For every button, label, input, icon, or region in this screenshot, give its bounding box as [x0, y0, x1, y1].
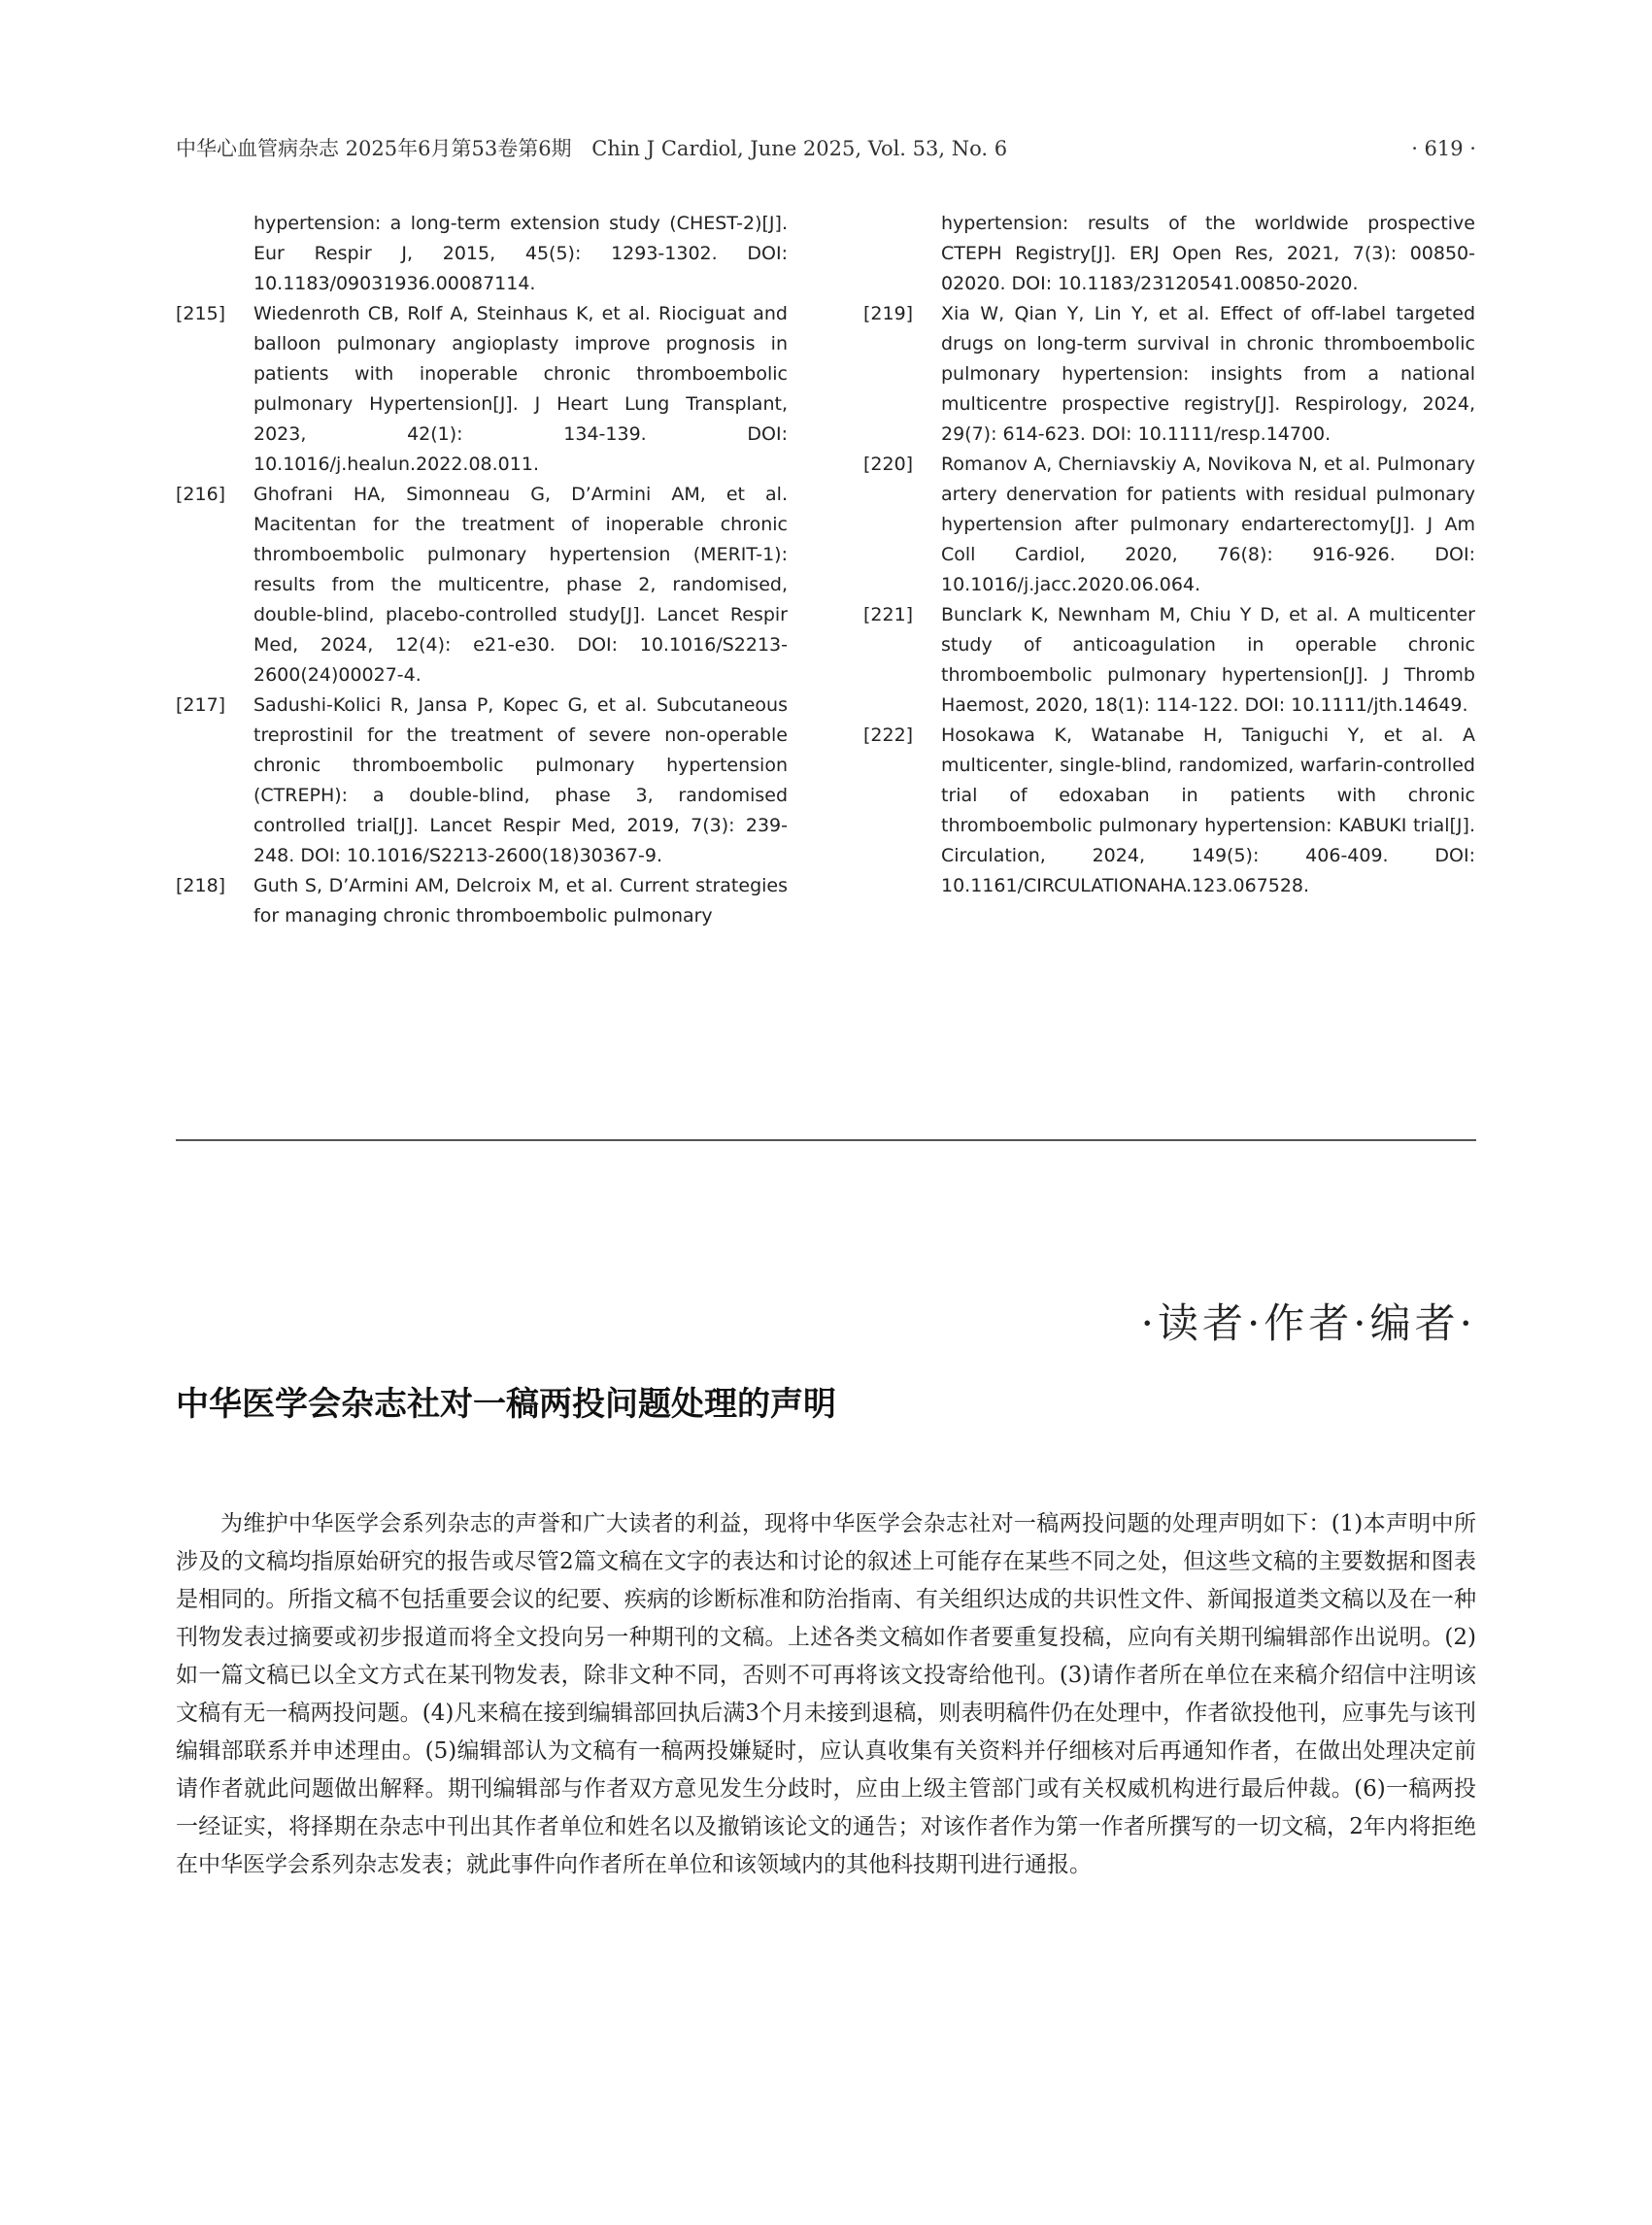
section-divider — [176, 1139, 1476, 1141]
reference-number: [220] — [863, 454, 914, 475]
journal-title-en: Chin J Cardiol, June 2025, Vol. 53, No. 6 — [591, 137, 1008, 160]
section-label: ·读者·作者·编者· — [1140, 1299, 1476, 1347]
reference-number: [222] — [863, 725, 914, 746]
reference-item — [176, 871, 788, 931]
reference-text: Guth S, D’Armini AM, Delcroix M, et al. Current strategies for managing chronic thromboembolic pulmonary — [253, 875, 788, 927]
reference-number: [217] — [176, 694, 226, 716]
reference-item — [863, 600, 1475, 721]
running-head — [176, 134, 1476, 163]
reference-text: Bunclark K, Newnham M, Chiu Y D, et al. A multicenter study of anticoagulation in operable chronic thromboembolic pulmonary hypertension[J]. J Thromb Haemost, 2020, 18(1): 114-122. DOI: 10.1111/jth.14649. — [941, 604, 1475, 716]
page-number: · 619 · — [1411, 137, 1476, 160]
reference-item — [863, 721, 1475, 901]
journal-title-cn: 中华心血管病杂志 2025年6月第53卷第6期 — [176, 137, 572, 160]
reference-item — [863, 299, 1475, 450]
reference-number: [221] — [863, 604, 914, 625]
reference-text: Romanov A, Cherniavskiy A, Novikova N, et al. Pulmonary artery denervation for patients with residual pulmonary hypertension after pulmonary endarterectomy[J]. J Am Coll Cardiol, 2020, 76(8): 916-926. DOI: 10.1016/j.jacc.2020.06.064. — [941, 454, 1475, 595]
references-left-column — [176, 209, 788, 931]
reference-text: Xia W, Qian Y, Lin Y, et al. Effect of off-label targeted drugs on long-term survival in chronic thromboembolic pulmonary hypertension: insights from a national multicentre prospective registry[J]. Respirology, 2024, 29(7): 614-623. DOI: 10.1111/resp.14700. — [941, 303, 1475, 445]
reference-number: [219] — [863, 303, 914, 324]
references-right-column — [863, 209, 1475, 901]
reference-text: Wiedenroth CB, Rolf A, Steinhaus K, et al. Riociguat and balloon pulmonary angioplasty improve prognosis in patients with inoperable chronic thromboembolic pulmonary Hypertension[J]. J Heart Lung Transplant, 2023, 42(1): 134-139. DOI: 10.1016/j.healun.2022.08.011. — [253, 303, 788, 475]
reference-item — [863, 450, 1475, 600]
reference-text: Ghofrani HA, Simonneau G, D’Armini AM, et al. Macitentan for the treatment of inoperable chronic thromboembolic pulmonary hypertension (MERIT-1): results from the multicentre, phase 2, randomised, double-blind, placebo-controlled study[J]. Lancet Respir Med, 2024, 12(4): e21-e30. DOI: 10.1016/S2213-2600(24)00027-4. — [253, 484, 788, 686]
reference-text: Hosokawa K, Watanabe H, Taniguchi Y, et al. A multicenter, single-blind, randomized, warfarin-controlled trial of edoxaban in patients with chronic thromboembolic pulmonary hypertension: KABUKI trial[J]. Circulation, 2024, 149(5): 406-409. DOI: 10.1161/CIRCULATIONAHA.123.067528. — [941, 725, 1475, 896]
reference-item — [176, 299, 788, 480]
notice-body: 为维护中华医学会系列杂志的声誉和广大读者的利益，现将中华医学会杂志社对一稿两投问题的处理声明如下：(1)本声明中所涉及的文稿均指原始研究的报告或尽管2篇文稿在文字的表达和讨论的叙述上可能存在某些不同之处，但这些文稿的主要数据和图表是相同的。所指文稿不包括重要会议的纪要、疾病的诊断标准和防治指南、有关组织达成的共识性文件、新闻报道类文稿以及在一种刊物发表过摘要或初步报道而将全文投向另一种期刊的文稿。上述各类文稿如作者要重复投稿，应向有关期刊编辑部作出说明。(2)如一篇文稿已以全文方式在某刊物发表，除非文种不同，否则不可再将该文投寄给他刊。(3)请作者所在单位在来稿介绍信中注明该文稿有无一稿两投问题。(4)凡来稿在接到编辑部回执后满3个月未接到退稿，则表明稿件仍在处理中，作者欲投他刊，应事先与该刊编辑部联系并申述理由。(5)编辑部认为文稿有一稿两投嫌疑时，应认真收集有关资料并仔细核对后再通知作者，在做出处理决定前请作者就此问题做出解释。期刊编辑部与作者双方意见发生分歧时，应由上级主管部门或有关权威机构进行最后仲裁。(6)一稿两投一经证实，将择期在杂志中刊出其作者单位和姓名以及撤销该论文的通告；对该作者作为第一作者所撰写的一切文稿，2年内将拒绝在中华医学会系列杂志发表；就此事件向作者所在单位和该领域内的其他科技期刊进行通报。 — [176, 1511, 1476, 1877]
reference-item — [176, 480, 788, 691]
notice-title: 中华医学会杂志社对一稿两投问题处理的声明 — [176, 1385, 836, 1424]
reference-number: [216] — [176, 484, 226, 505]
reference-continuation: hypertension: results of the worldwide prospective CTEPH Registry[J]. ERJ Open Res, 2021, 7(3): 00850-02020. DOI: 10.1183/23120541.00850-2020. — [941, 213, 1475, 294]
reference-text: Sadushi-Kolici R, Jansa P, Kopec G, et al. Subcutaneous treprostinil for the treatment of severe non-operable chronic thromboembolic pulmonary hypertension (CTREPH): a double-blind, phase 3, randomised controlled trial[J]. Lancet Respir Med, 2019, 7(3): 239-248. DOI: 10.1016/S2213-2600(18)30367-9. — [253, 694, 788, 866]
reference-number: [215] — [176, 303, 226, 324]
reference-number: [218] — [176, 875, 226, 896]
reference-continuation: hypertension: a long-term extension study (CHEST-2)[J]. Eur Respir J, 2015, 45(5): 1293-1302. DOI: 10.1183/09031936.00087114. — [253, 213, 788, 294]
reference-item — [176, 691, 788, 871]
